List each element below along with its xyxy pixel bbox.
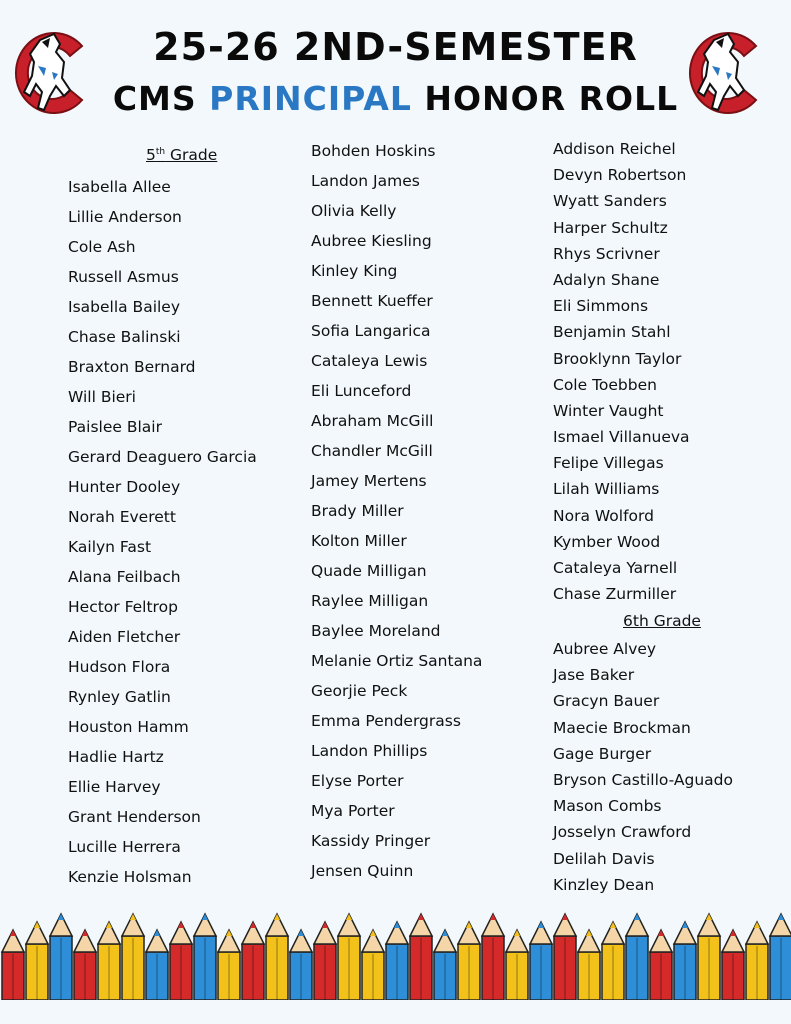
student-name: Elyse Porter xyxy=(311,772,404,790)
pencil-icon xyxy=(2,930,24,1000)
pencil-icon xyxy=(338,914,360,1000)
student-name: Kinzley Dean xyxy=(553,875,655,894)
student-name: Jase Baker xyxy=(553,666,635,685)
pencil-icon xyxy=(122,914,144,1000)
student-name: Jamey Mertens xyxy=(311,472,427,490)
student-name: Nora Wolford xyxy=(553,506,654,525)
student-name: Grant Henderson xyxy=(68,808,201,826)
student-name: Chase Balinski xyxy=(68,328,181,346)
student-name: Olivia Kelly xyxy=(311,202,397,220)
title-suffix: HONOR ROLL xyxy=(424,79,679,118)
student-name: Kenzie Holsman xyxy=(68,868,192,886)
student-name: Sofia Langarica xyxy=(311,322,431,340)
pencil-icon xyxy=(362,930,384,1000)
student-name: Eli Simmons xyxy=(553,297,649,316)
pencil-icon xyxy=(554,914,576,1000)
student-name: Adalyn Shane xyxy=(553,270,660,289)
student-name: Gracyn Bauer xyxy=(553,692,660,711)
student-name: Will Bieri xyxy=(68,388,136,406)
student-name: Mason Combs xyxy=(553,797,662,816)
student-name: Delilah Davis xyxy=(553,849,655,868)
grade6-heading: 6th Grade xyxy=(623,612,701,630)
pencil-icon xyxy=(410,914,432,1000)
student-name: Kymber Wood xyxy=(553,532,661,551)
pencil-icon xyxy=(530,922,552,1000)
pencil-icon xyxy=(146,930,168,1000)
student-name: Cataleya Yarnell xyxy=(553,559,678,577)
pencil-icon xyxy=(194,914,216,1000)
student-name: Gerard Deaguero Garcia xyxy=(68,448,257,466)
student-name: Wyatt Sanders xyxy=(553,192,667,211)
pencil-icon xyxy=(698,914,720,1000)
title-accent: PRINCIPAL xyxy=(209,79,412,118)
student-name: Cole Ash xyxy=(68,238,136,256)
pencil-icon xyxy=(674,922,696,1000)
student-name: Rhys Scrivner xyxy=(553,244,660,263)
pencil-icon xyxy=(74,930,96,1000)
title-prefix: CMS xyxy=(112,79,197,118)
student-name: Isabella Bailey xyxy=(68,298,181,316)
student-name: Cole Toebben xyxy=(553,375,657,394)
student-name: Raylee Milligan xyxy=(311,592,429,610)
student-name: Ismael Villanueva xyxy=(553,428,690,447)
colored-pencils-border-icon xyxy=(0,890,791,1000)
student-name: Melanie Ortiz Santana xyxy=(311,652,483,670)
student-name: Kailyn Fast xyxy=(68,538,152,556)
student-name: Lucille Herrera xyxy=(68,838,181,856)
student-name: Lillie Anderson xyxy=(68,208,182,226)
student-name: Isabella Allee xyxy=(68,178,171,196)
student-name: Braxton Bernard xyxy=(68,358,196,376)
student-name: Mya Porter xyxy=(311,802,395,820)
student-name: Maecie Brockman xyxy=(553,718,691,737)
student-name: Felipe Villegas xyxy=(553,454,664,473)
student-name: Paislee Blair xyxy=(68,418,162,436)
pencil-icon xyxy=(386,922,408,1000)
honor-roll-column-2 xyxy=(311,136,482,886)
honor-roll-column-3 xyxy=(553,136,690,607)
pencil-icon xyxy=(602,922,624,1000)
pencil-icon xyxy=(482,914,504,1000)
student-name: Aubree Alvey xyxy=(553,640,657,658)
pencil-icon xyxy=(578,930,600,1000)
student-name: Brady Miller xyxy=(311,502,404,520)
student-name: Aubree Kiesling xyxy=(311,232,432,250)
student-name: Cataleya Lewis xyxy=(311,352,428,370)
student-name: Eli Lunceford xyxy=(311,382,412,400)
student-name: Rynley Gatlin xyxy=(68,688,171,706)
student-name: Harper Schultz xyxy=(553,218,668,237)
pencil-icon xyxy=(434,930,456,1000)
student-name: Kinley King xyxy=(311,262,398,280)
student-name: Aiden Fletcher xyxy=(68,628,181,646)
grade5-heading-sup: th xyxy=(155,146,166,157)
student-name: Russell Asmus xyxy=(68,268,179,286)
student-name: Quade Milligan xyxy=(311,562,427,580)
grade5-heading-word: Grade xyxy=(170,146,218,164)
grade5-heading-number: 5 xyxy=(146,146,156,164)
pencil-icon xyxy=(50,914,72,1000)
student-name: Hudson Flora xyxy=(68,658,171,676)
student-name: Bennett Kueffer xyxy=(311,292,433,310)
student-name: Hector Feltrop xyxy=(68,598,178,616)
grade5-heading xyxy=(146,146,217,164)
page-title: 25-26 2ND-SEMESTER xyxy=(153,25,638,69)
student-name: Addison Reichel xyxy=(553,140,676,158)
student-name: Kolton Miller xyxy=(311,532,407,550)
pencil-icon xyxy=(314,922,336,1000)
student-name: Ellie Harvey xyxy=(68,778,161,796)
student-name: Chandler McGill xyxy=(311,442,433,460)
student-name: Alana Feilbach xyxy=(68,568,181,586)
pencil-icon xyxy=(650,930,672,1000)
student-name: Bohden Hoskins xyxy=(311,142,436,160)
pencil-icon xyxy=(242,922,264,1000)
student-name: Benjamin Stahl xyxy=(553,323,671,342)
student-name: Bryson Castillo-Aguado xyxy=(553,770,733,789)
pencil-icon xyxy=(266,914,288,1000)
student-name: Devyn Robertson xyxy=(553,166,687,185)
student-name: Emma Pendergrass xyxy=(311,712,461,730)
honor-roll-column-1 xyxy=(68,172,257,892)
page-subtitle xyxy=(0,74,791,124)
student-name: Chase Zurmiller xyxy=(553,585,677,604)
student-name: Houston Hamm xyxy=(68,718,189,736)
pencil-icon xyxy=(770,914,791,1000)
pencil-icon xyxy=(458,922,480,1000)
student-name: Abraham McGill xyxy=(311,412,434,430)
student-name: Gage Burger xyxy=(553,744,652,763)
student-name: Kassidy Pringer xyxy=(311,832,431,850)
pencil-icon xyxy=(170,922,192,1000)
pencil-icon xyxy=(626,914,648,1000)
student-name: Jensen Quinn xyxy=(311,862,414,880)
student-name: Brooklynn Taylor xyxy=(553,349,682,368)
pencil-icon xyxy=(722,930,744,1000)
student-name: Hadlie Hartz xyxy=(68,748,164,766)
pencil-icon xyxy=(290,930,312,1000)
student-name: Hunter Dooley xyxy=(68,478,181,496)
student-name: Landon Phillips xyxy=(311,742,428,760)
honor-roll-column-3-grade6 xyxy=(553,636,733,898)
student-name: Georjie Peck xyxy=(311,682,408,700)
student-name: Josselyn Crawford xyxy=(553,823,692,842)
pencil-icon xyxy=(746,922,768,1000)
pencil-icon xyxy=(98,922,120,1000)
pencil-icon xyxy=(26,922,48,1000)
student-name: Landon James xyxy=(311,172,420,190)
student-name: Lilah Williams xyxy=(553,480,660,499)
pencil-icon xyxy=(506,930,528,1000)
student-name: Baylee Moreland xyxy=(311,622,441,640)
student-name: Norah Everett xyxy=(68,508,176,526)
pencil-icon xyxy=(218,930,240,1000)
student-name: Winter Vaught xyxy=(553,401,664,420)
